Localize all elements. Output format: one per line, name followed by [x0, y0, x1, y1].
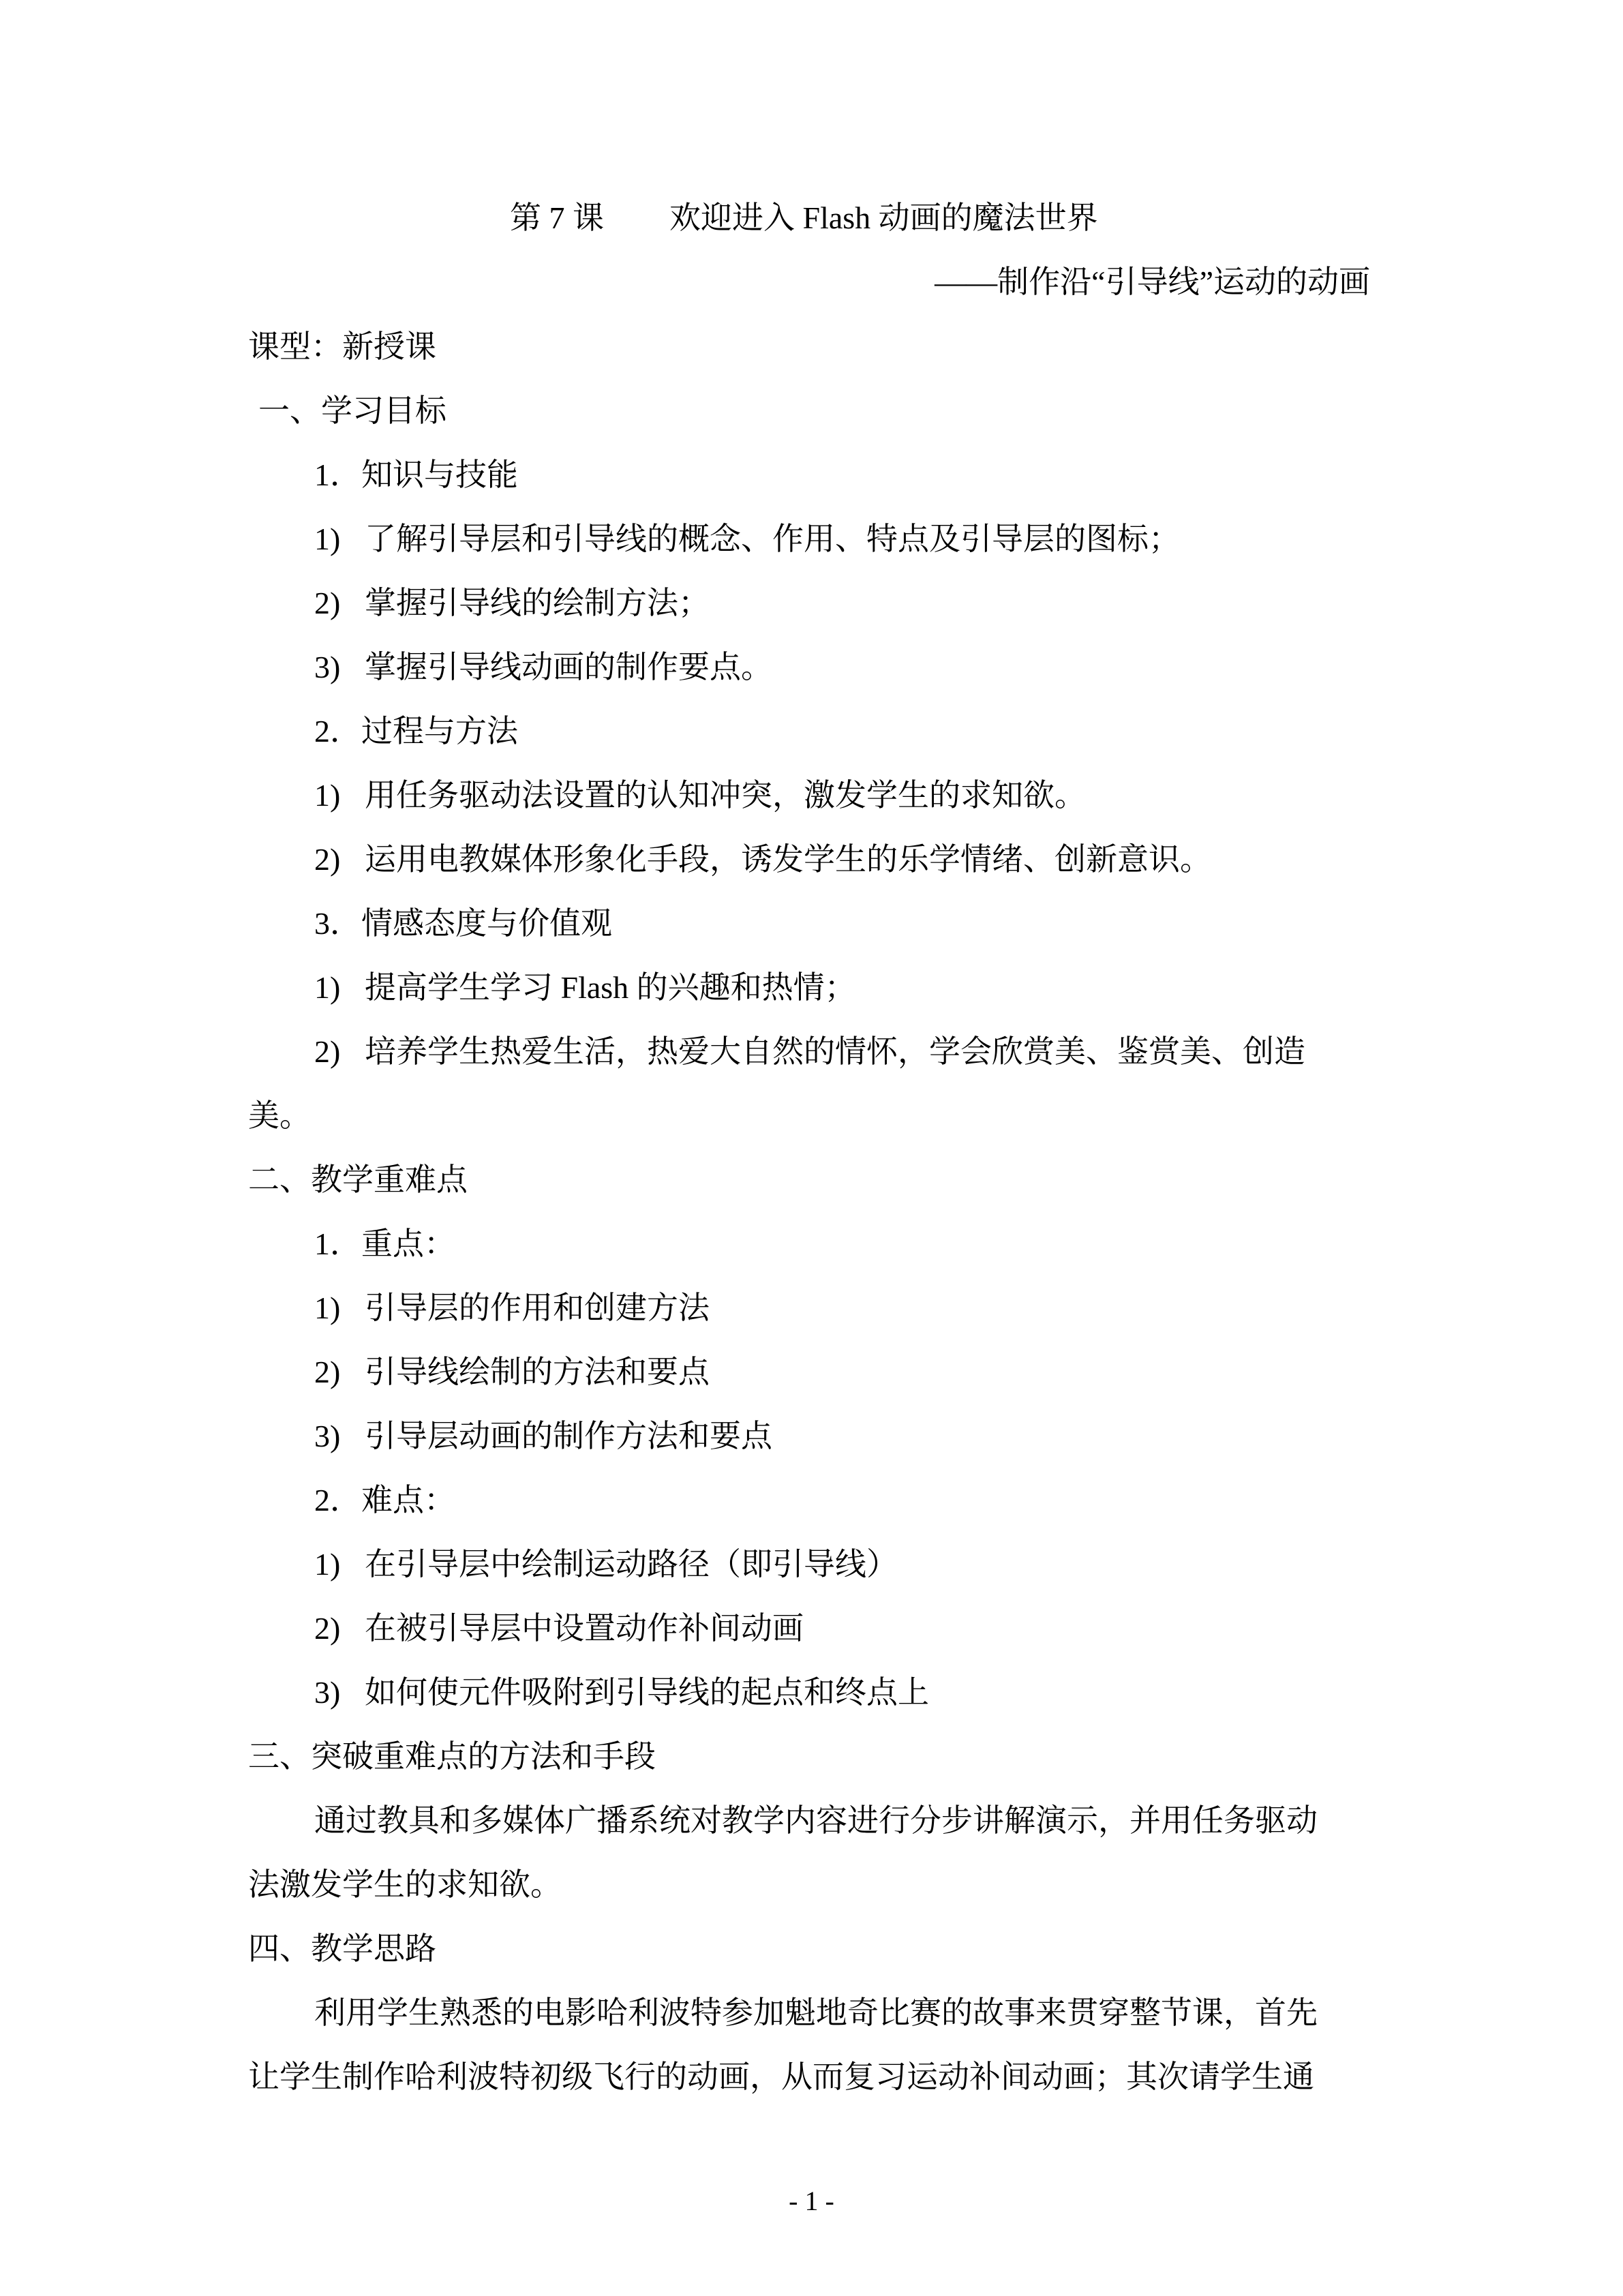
item-text: 用任务驱动法设置的认知冲突，激发学生的求知欲。	[365, 778, 1086, 813]
section-heading: 一、学习目标	[258, 393, 446, 428]
subsection-heading: 2．难点：	[314, 1483, 455, 1517]
item-number: 1)	[314, 970, 341, 1005]
lesson-title	[510, 186, 1623, 250]
list-item	[314, 1532, 1370, 1597]
list-item-continuation: 美。	[248, 1098, 311, 1133]
subsection-heading: 3．情感态度与价值观	[314, 906, 612, 941]
page-number: - 1 -	[789, 2186, 834, 2216]
list-item	[314, 956, 1370, 1020]
item-text: 掌握引导线动画的制作要点。	[365, 650, 772, 684]
item-number: 3)	[314, 650, 341, 684]
lesson-main-title: 欢迎进入 Flash 动画的魔法世界	[669, 200, 1098, 235]
list-item	[314, 1661, 1370, 1725]
item-text: 运用电教媒体形象化手段，诱发学生的乐学情绪、创新意识。	[365, 842, 1211, 877]
item-number: 1)	[314, 522, 341, 556]
item-number: 1)	[314, 778, 341, 813]
list-item	[314, 764, 1370, 828]
list-item	[314, 1020, 1370, 1084]
list-item	[314, 507, 1370, 571]
item-text: 引导层的作用和创建方法	[365, 1290, 710, 1325]
list-item	[314, 1597, 1370, 1661]
list-item	[314, 1404, 1370, 1468]
item-text: 在被引导层中设置动作补间动画	[365, 1611, 804, 1646]
item-text: 引导线绘制的方法和要点	[365, 1355, 710, 1389]
item-text: 提高学生学习 Flash 的兴趣和热情；	[365, 970, 856, 1005]
subsection-heading: 2．过程与方法	[314, 714, 518, 749]
lesson-subtitle: ——制作沿“引导线”运动的动画	[935, 265, 1370, 299]
item-text: 在引导层中绘制运动路径（即引导线）	[365, 1547, 898, 1582]
item-text: 如何使元件吸附到引导线的起点和终点上	[365, 1675, 929, 1710]
item-number: 2)	[314, 842, 341, 877]
paragraph-line: 法激发学生的求知欲。	[248, 1867, 562, 1902]
item-text: 了解引导层和引导线的概念、作用、特点及引导层的图标；	[365, 522, 1180, 556]
item-number: 2)	[314, 1611, 341, 1646]
section-heading: 三、突破重难点的方法和手段	[248, 1739, 656, 1774]
paragraph-line: 让学生制作哈利波特初级飞行的动画，从而复习运动补间动画；其次请学生通	[248, 2059, 1314, 2094]
item-text: 引导层动画的制作方法和要点	[365, 1419, 772, 1453]
paragraph-line: 利用学生熟悉的电影哈利波特参加魁地奇比赛的故事来贯穿整节课，首先	[314, 1995, 1318, 2030]
lesson-number: 第 7 课	[510, 200, 604, 235]
section-heading: 二、教学重难点	[248, 1162, 468, 1197]
list-item	[314, 1276, 1370, 1340]
list-item	[314, 1340, 1370, 1404]
subsection-heading: 1．重点：	[314, 1226, 455, 1261]
list-item	[314, 635, 1370, 699]
list-item	[314, 571, 1370, 635]
list-item	[314, 828, 1370, 892]
item-number: 3)	[314, 1675, 341, 1710]
subsection-heading: 1．知识与技能	[314, 457, 518, 492]
item-text: 掌握引导线的绘制方法；	[365, 586, 710, 620]
paragraph-line: 通过教具和多媒体广播系统对教学内容进行分步讲解演示，并用任务驱动	[314, 1803, 1318, 1838]
item-number: 2)	[314, 1034, 341, 1069]
lesson-type: 课型：新授课	[248, 329, 436, 364]
item-number: 3)	[314, 1419, 341, 1453]
item-number: 1)	[314, 1547, 341, 1582]
section-heading: 四、教学思路	[248, 1931, 436, 1966]
item-text: 培养学生热爱生活，热爱大自然的情怀，学会欣赏美、鉴赏美、创造	[365, 1034, 1305, 1069]
item-number: 2)	[314, 586, 341, 620]
item-number: 1)	[314, 1290, 341, 1325]
item-number: 2)	[314, 1355, 341, 1389]
